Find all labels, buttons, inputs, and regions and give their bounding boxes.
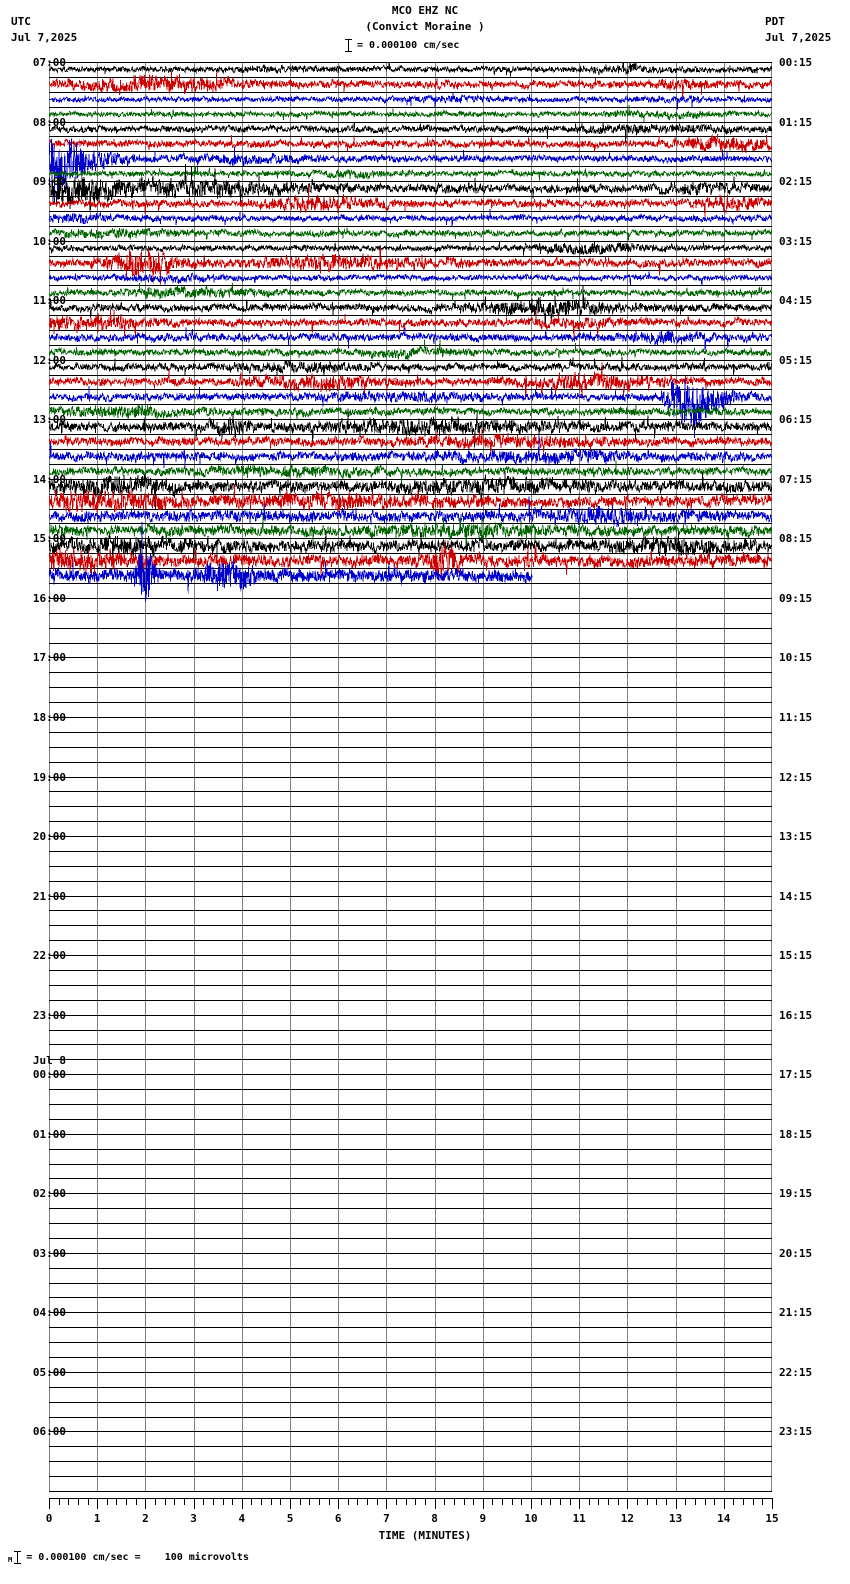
utc-time-label: 12:00	[32, 353, 66, 367]
utc-time-label: 13:00	[32, 413, 66, 427]
x-axis-minor-tick	[608, 1498, 609, 1505]
x-axis-minor-tick	[280, 1498, 281, 1505]
x-axis-minor-tick	[454, 1498, 455, 1505]
pdt-time-label: 19:15	[779, 1187, 813, 1201]
utc-time-label: 15:00	[32, 532, 66, 546]
x-axis-minor-tick	[570, 1498, 571, 1505]
pdt-time-label: 09:15	[779, 591, 813, 605]
utc-time-label: 23:00	[32, 1008, 66, 1022]
pdt-time-label: 03:15	[779, 234, 813, 248]
x-axis-minor-tick	[521, 1498, 522, 1505]
x-axis-minor-tick	[714, 1498, 715, 1505]
pdt-time-label: 17:15	[779, 1068, 813, 1082]
x-axis-tick-label: 11	[572, 1512, 586, 1525]
utc-time-label: 10:00	[32, 234, 66, 248]
x-axis-tick-label: 12	[620, 1512, 635, 1525]
pdt-time-label: 21:15	[779, 1306, 813, 1320]
x-axis-minor-tick	[213, 1498, 214, 1505]
utc-time-label: 19:00	[32, 770, 66, 784]
x-axis-minor-tick	[695, 1498, 696, 1505]
x-axis-tick-label: 5	[286, 1512, 294, 1525]
x-axis-major-tick	[531, 1498, 532, 1509]
pdt-time-label: 10:15	[779, 651, 813, 665]
x-axis-minor-tick	[705, 1498, 706, 1505]
x-axis-minor-tick	[271, 1498, 272, 1505]
footer-scale-note	[8, 1550, 249, 1564]
utc-time-label: 05:00	[32, 1365, 66, 1379]
utc-time-label: 02:00	[32, 1187, 66, 1201]
utc-time-label: 22:00	[32, 949, 66, 963]
x-axis-tick-label: 8	[431, 1512, 438, 1525]
x-axis-minor-tick	[512, 1498, 513, 1505]
x-axis-minor-tick	[348, 1498, 349, 1505]
x-axis-minor-tick	[589, 1498, 590, 1505]
x-axis-line	[49, 1498, 772, 1499]
pdt-time-label: 11:15	[779, 710, 813, 724]
pdt-time-label: 06:15	[779, 413, 813, 427]
x-axis	[49, 1498, 772, 1510]
x-axis-minor-tick	[107, 1498, 108, 1505]
x-axis-minor-tick	[223, 1498, 224, 1505]
utc-time-label: 09:00	[32, 175, 66, 189]
x-axis-minor-tick	[598, 1498, 599, 1505]
pdt-time-label: 16:15	[779, 1008, 813, 1022]
x-axis-major-tick	[290, 1498, 291, 1509]
x-axis-major-tick	[579, 1498, 580, 1509]
x-axis-tick-label: 10	[524, 1512, 538, 1525]
utc-zone-label: UTC	[11, 15, 31, 28]
x-axis-major-tick	[435, 1498, 436, 1509]
x-axis-major-tick	[724, 1498, 725, 1509]
x-axis-minor-tick	[309, 1498, 310, 1505]
helicorder-plot[interactable]	[49, 62, 772, 1491]
pdt-time-label: 22:15	[779, 1365, 813, 1379]
utc-time-label: 07:00	[32, 56, 66, 69]
x-axis-minor-tick	[444, 1498, 445, 1505]
day-change-label: Jul 8	[32, 1054, 66, 1068]
x-axis-major-tick	[194, 1498, 195, 1509]
x-axis-tick-label: 7	[383, 1512, 390, 1525]
x-axis-minor-tick	[251, 1498, 252, 1505]
x-axis-minor-tick	[155, 1498, 156, 1505]
pdt-zone-label: PDT	[765, 15, 785, 28]
pdt-time-label: 13:15	[779, 830, 813, 844]
x-axis-tick-label: 14	[717, 1512, 731, 1525]
x-axis-major-tick	[676, 1498, 677, 1509]
pdt-time-label: 23:15	[779, 1425, 813, 1439]
utc-time-label: 16:00	[32, 591, 66, 605]
x-axis-minor-tick	[762, 1498, 763, 1505]
x-axis-minor-tick	[59, 1498, 60, 1505]
footer-m-glyph: M	[8, 1556, 13, 1564]
x-axis-tick-label: 15	[765, 1512, 779, 1525]
x-axis-minor-tick	[300, 1498, 301, 1505]
x-axis-tick-label: 13	[668, 1512, 683, 1525]
x-axis-tick-label: 1	[93, 1512, 101, 1525]
x-axis-major-tick	[627, 1498, 628, 1509]
x-axis-minor-tick	[357, 1498, 358, 1505]
x-axis-minor-tick	[464, 1498, 465, 1505]
x-axis-tick-label: 4	[238, 1512, 246, 1525]
utc-time-label: 14:00	[32, 472, 66, 486]
x-axis-minor-tick	[377, 1498, 378, 1505]
x-axis-tick-label: 3	[190, 1512, 197, 1525]
utc-time-label: 06:00	[32, 1425, 66, 1439]
x-axis-tick-label: 6	[334, 1512, 342, 1525]
x-axis-tick-label: 9	[479, 1512, 487, 1525]
pdt-time-label: 12:15	[779, 770, 813, 784]
x-axis-minor-tick	[473, 1498, 474, 1505]
x-axis-minor-tick	[261, 1498, 262, 1505]
x-axis-tick-label: 0	[45, 1512, 53, 1525]
footer-scale-text: = 0.000100 cm/sec = 100 microvolts	[26, 1551, 249, 1563]
x-axis-minor-tick	[232, 1498, 233, 1505]
pdt-time-label: 07:15	[779, 472, 813, 486]
utc-time-label: 11:00	[32, 294, 66, 308]
pdt-time-label: 08:15	[779, 532, 813, 546]
x-axis-minor-tick	[415, 1498, 416, 1505]
utc-time-label: 20:00	[32, 830, 66, 844]
x-axis-title: TIME (MINUTES)	[378, 1529, 472, 1542]
x-axis-tick-label: 2	[142, 1512, 149, 1525]
pdt-time-label: 18:15	[779, 1127, 813, 1141]
amplitude-scale-legend	[345, 38, 459, 52]
x-axis-minor-tick	[502, 1498, 503, 1505]
utc-time-label: 04:00	[32, 1306, 66, 1320]
x-axis-minor-tick	[560, 1498, 561, 1505]
station-subtitle: (Convict Moraine )	[365, 20, 485, 33]
x-axis-major-tick	[49, 1498, 50, 1509]
x-axis-major-tick	[242, 1498, 243, 1509]
pdt-time-label: 02:15	[779, 175, 813, 189]
pdt-time-label: 05:15	[779, 353, 813, 367]
pdt-time-label: 15:15	[779, 949, 813, 963]
x-axis-minor-tick	[367, 1498, 368, 1505]
x-axis-minor-tick	[743, 1498, 744, 1505]
x-axis-major-tick	[772, 1498, 773, 1509]
x-axis-minor-tick	[406, 1498, 407, 1505]
x-axis-minor-tick	[656, 1498, 657, 1505]
x-axis-minor-tick	[647, 1498, 648, 1505]
x-axis-minor-tick	[753, 1498, 754, 1505]
scale-bar-icon	[345, 39, 352, 52]
x-axis-minor-tick	[203, 1498, 204, 1505]
x-axis-minor-tick	[637, 1498, 638, 1505]
pdt-time-label: 20:15	[779, 1246, 813, 1260]
x-axis-minor-tick	[733, 1498, 734, 1505]
x-axis-minor-tick	[88, 1498, 89, 1505]
x-axis-major-tick	[97, 1498, 98, 1509]
pdt-time-label: 01:15	[779, 115, 813, 129]
x-axis-minor-tick	[685, 1498, 686, 1505]
utc-time-label: 18:00	[32, 710, 66, 724]
x-axis-minor-tick	[116, 1498, 117, 1505]
scale-legend-text: = 0.000100 cm/sec	[357, 39, 460, 51]
utc-time-label: 01:00	[32, 1127, 66, 1141]
x-axis-minor-tick	[396, 1498, 397, 1505]
x-axis-minor-tick	[666, 1498, 667, 1505]
trace-15-30	[49, 62, 772, 1491]
x-axis-minor-tick	[319, 1498, 320, 1505]
footer-scale-bar-icon	[14, 1551, 21, 1564]
utc-time-label: 03:00	[32, 1246, 66, 1260]
x-axis-minor-tick	[618, 1498, 619, 1505]
utc-time-label: 17:00	[32, 651, 66, 665]
pdt-time-label: 14:15	[779, 889, 813, 903]
station-title: MCO EHZ NC	[391, 4, 459, 17]
pdt-time-label: 00:15	[779, 56, 813, 69]
x-axis-minor-tick	[329, 1498, 330, 1505]
x-axis-minor-tick	[541, 1498, 542, 1505]
x-axis-minor-tick	[78, 1498, 79, 1505]
utc-time-label: 00:00	[32, 1068, 66, 1082]
x-axis-minor-tick	[174, 1498, 175, 1505]
horizontal-gridline	[49, 1491, 772, 1492]
utc-time-label: 08:00	[32, 115, 66, 129]
x-axis-major-tick	[338, 1498, 339, 1509]
x-axis-major-tick	[483, 1498, 484, 1509]
utc-time-label: 21:00	[32, 889, 66, 903]
x-axis-minor-tick	[184, 1498, 185, 1505]
pdt-time-label: 04:15	[779, 294, 813, 308]
x-axis-minor-tick	[425, 1498, 426, 1505]
x-axis-major-tick	[386, 1498, 387, 1509]
x-axis-minor-tick	[136, 1498, 137, 1505]
x-axis-major-tick	[145, 1498, 146, 1509]
x-axis-minor-tick	[165, 1498, 166, 1505]
pdt-date-label: Jul 7,2025	[765, 31, 832, 44]
utc-date-label: Jul 7,2025	[11, 31, 78, 44]
x-axis-minor-tick	[68, 1498, 69, 1505]
x-axis-minor-tick	[126, 1498, 127, 1505]
x-axis-minor-tick	[550, 1498, 551, 1505]
x-axis-minor-tick	[492, 1498, 493, 1505]
